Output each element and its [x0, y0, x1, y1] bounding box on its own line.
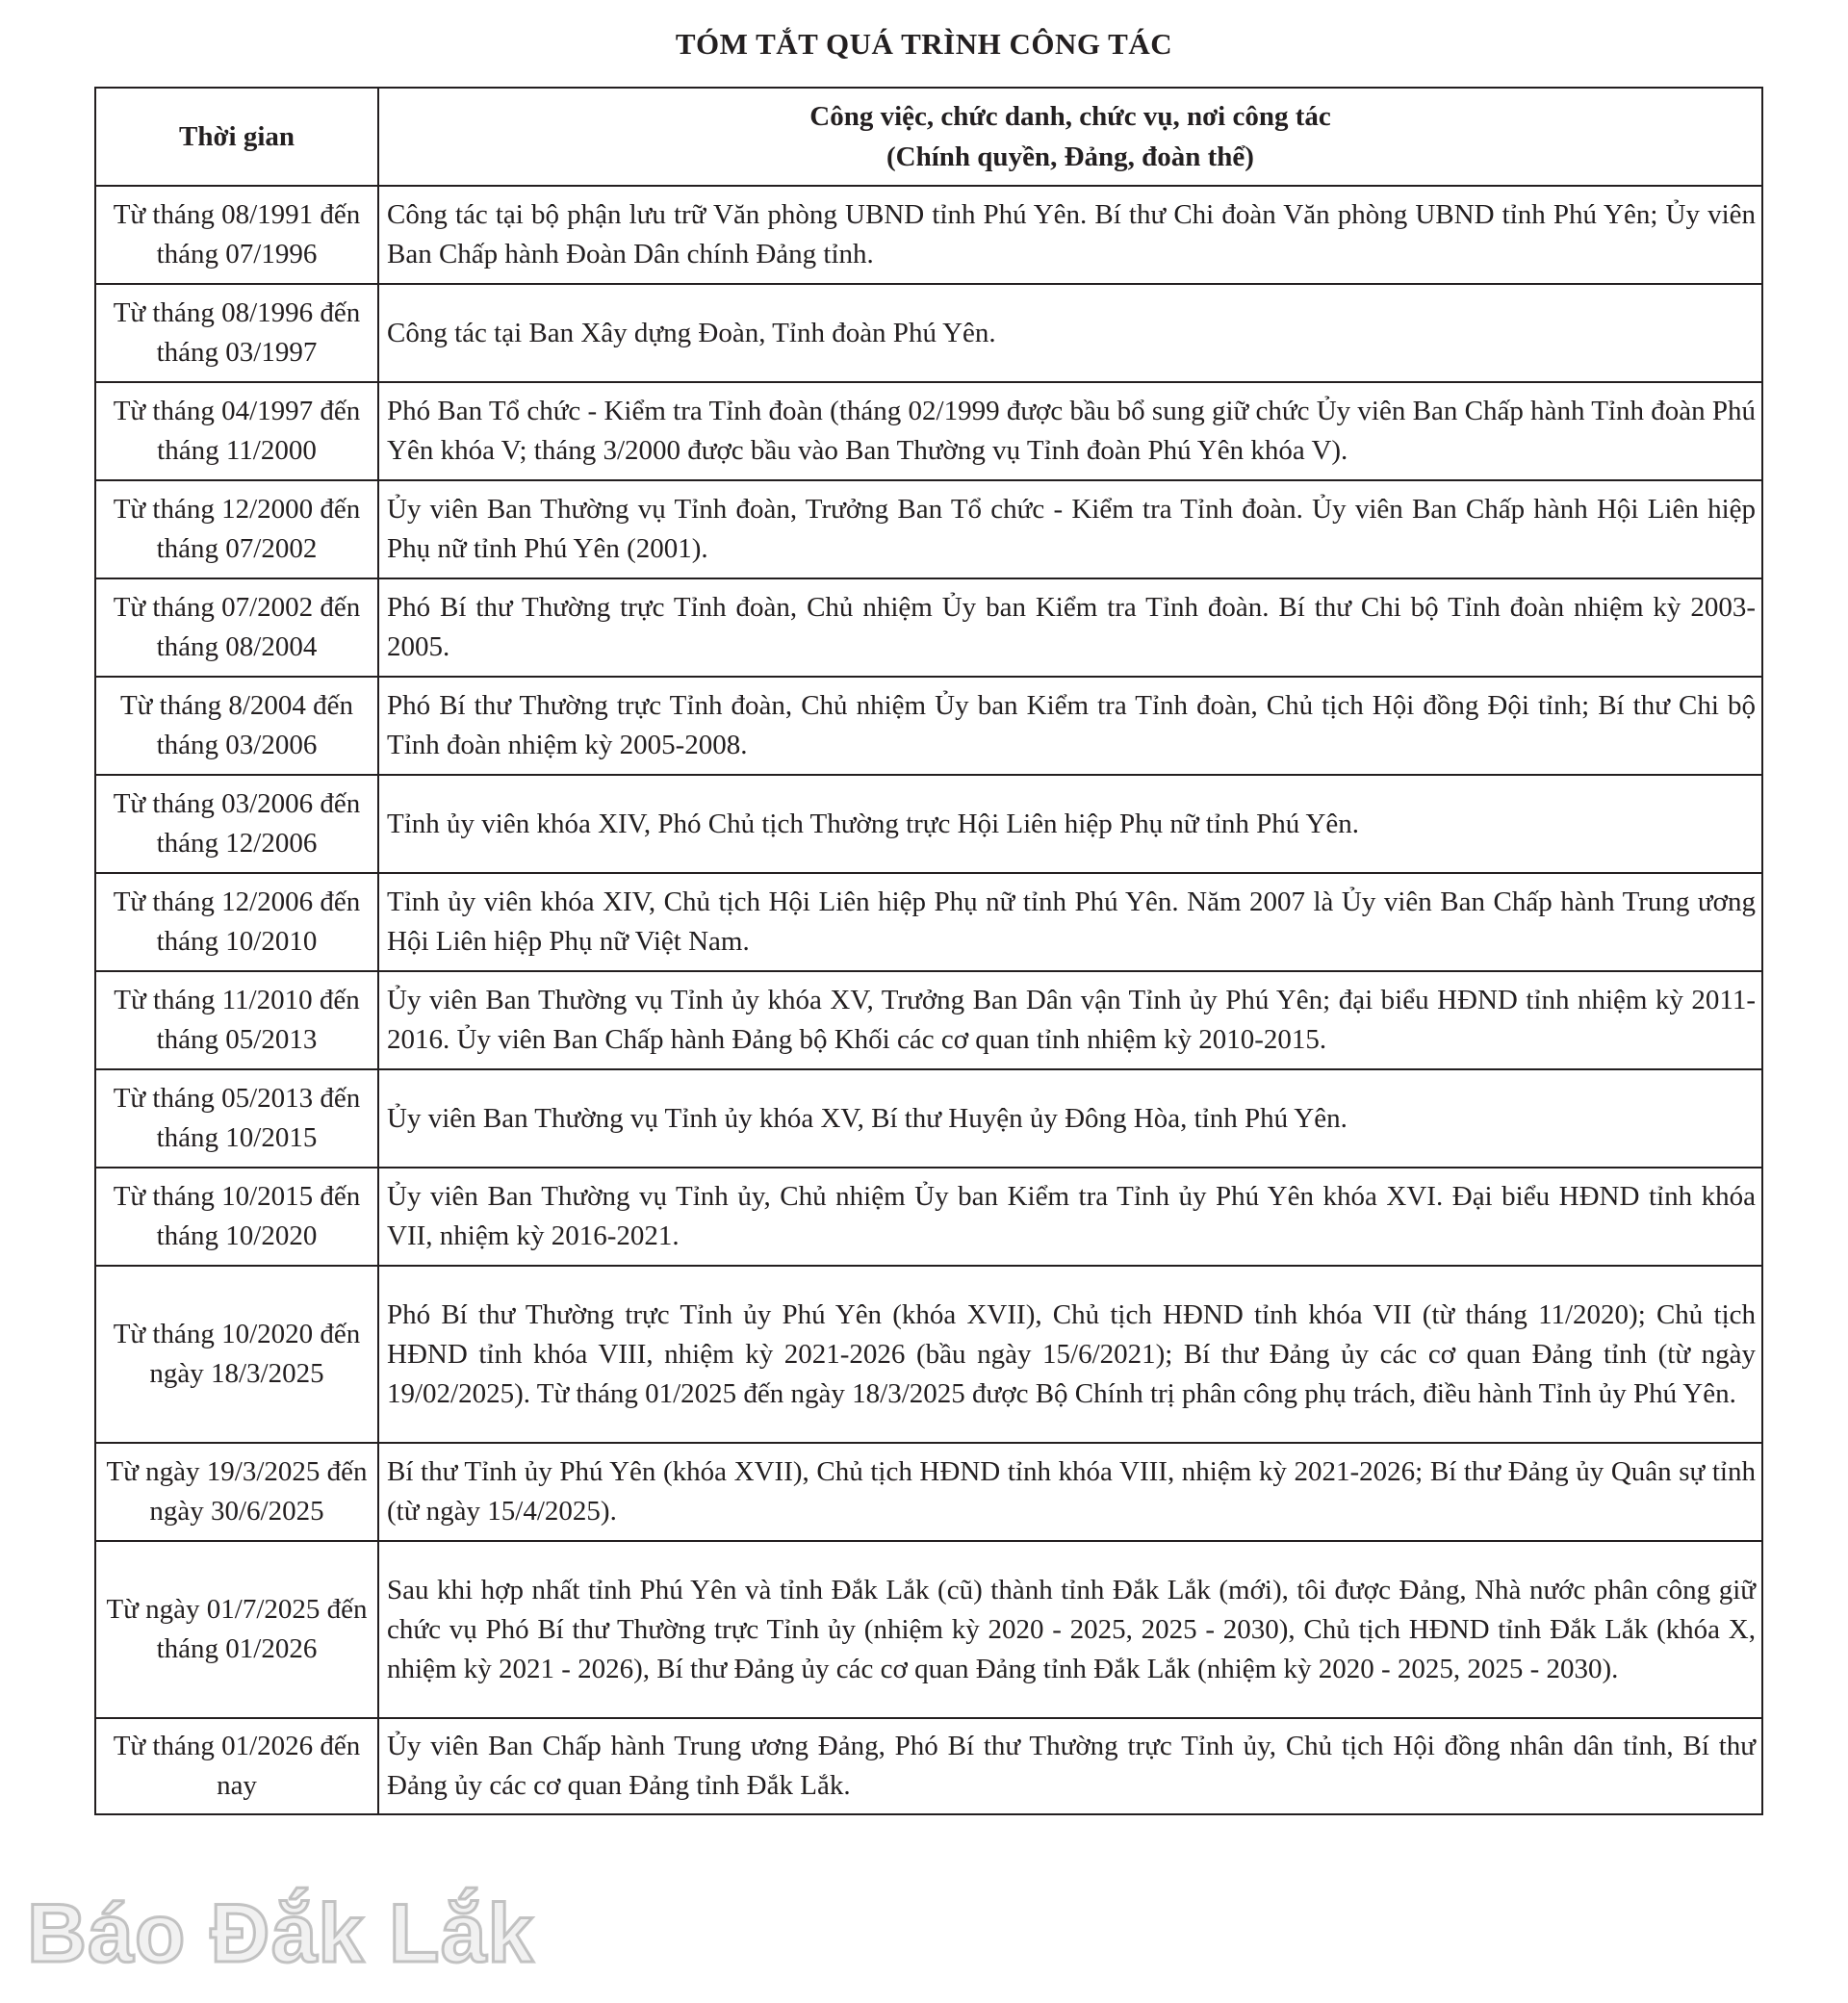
table-row — [95, 480, 1762, 578]
description-cell: Bí thư Tỉnh ủy Phú Yên (khóa XVII), Chủ tịch HĐND tỉnh khóa VIII, nhiệm kỳ 2021-2026; Bí thư Đảng ủy Quân sự tỉnh (từ ngày 15/4/2025). — [378, 1443, 1762, 1541]
table-row — [95, 775, 1762, 873]
time-cell: Từ tháng 12/2006 đến tháng 10/2010 — [95, 873, 378, 971]
table-row — [95, 1443, 1762, 1541]
header-description-line1: Công việc, chức danh, chức vụ, nơi công tác — [809, 101, 1331, 132]
career-table — [94, 87, 1763, 1815]
description-cell: Phó Bí thư Thường trực Tỉnh đoàn, Chủ nhiệm Ủy ban Kiểm tra Tỉnh đoàn. Bí thư Chi bộ Tỉnh đoàn nhiệm kỳ 2003-2005. — [378, 578, 1762, 677]
header-description-line2: (Chính quyền, Đảng, đoàn thể) — [886, 141, 1254, 172]
time-cell: Từ tháng 01/2026 đến nay — [95, 1718, 378, 1814]
table-row — [95, 382, 1762, 480]
table-row — [95, 1718, 1762, 1814]
time-cell: Từ tháng 04/1997 đến tháng 11/2000 — [95, 382, 378, 480]
time-cell: Từ tháng 07/2002 đến tháng 08/2004 — [95, 578, 378, 677]
table-row — [95, 677, 1762, 775]
description-cell: Ủy viên Ban Thường vụ Tỉnh ủy khóa XV, Trưởng Ban Dân vận Tỉnh ủy Phú Yên; đại biểu HĐND tỉnh nhiệm kỳ 2011-2016. Ủy viên Ban Chấp hành Đảng bộ Khối các cơ quan tỉnh nhiệm kỳ 2010-2015. — [378, 971, 1762, 1069]
description-cell: Tỉnh ủy viên khóa XIV, Phó Chủ tịch Thường trực Hội Liên hiệp Phụ nữ tỉnh Phú Yên. — [378, 775, 1762, 873]
description-cell: Ủy viên Ban Chấp hành Trung ương Đảng, Phó Bí thư Thường trực Tỉnh ủy, Chủ tịch Hội đồng nhân dân tỉnh, Bí thư Đảng ủy các cơ quan Đảng tỉnh Đắk Lắk. — [378, 1718, 1762, 1814]
header-time: Thời gian — [95, 88, 378, 186]
newspaper-watermark: Báo Đắk Lắk — [27, 1887, 535, 1980]
table-row — [95, 1168, 1762, 1266]
time-cell: Từ tháng 10/2015 đến tháng 10/2020 — [95, 1168, 378, 1266]
table-body — [95, 186, 1762, 1814]
table-row — [95, 186, 1762, 284]
description-cell: Phó Bí thư Thường trực Tỉnh ủy Phú Yên (khóa XVII), Chủ tịch HĐND tỉnh khóa VII (từ tháng 11/2020); Chủ tịch HĐND tỉnh khóa VIII, nhiệm kỳ 2021-2026 (bầu ngày 15/6/2021); Bí thư Đảng ủy các cơ quan Đảng tỉnh (từ ngày 19/02/2025). Từ tháng 01/2025 đến ngày 18/3/2025 được Bộ Chính trị phân công phụ trách, điều hành Tỉnh ủy Phú Yên. — [378, 1266, 1762, 1443]
time-cell: Từ tháng 08/1991 đến tháng 07/1996 — [95, 186, 378, 284]
page-title: TÓM TẮT QUÁ TRÌNH CÔNG TÁC — [675, 27, 1173, 61]
table-row — [95, 971, 1762, 1069]
time-cell: Từ tháng 8/2004 đến tháng 03/2006 — [95, 677, 378, 775]
time-cell: Từ ngày 01/7/2025 đến tháng 01/2026 — [95, 1541, 378, 1718]
description-cell: Ủy viên Ban Thường vụ Tỉnh ủy, Chủ nhiệm Ủy ban Kiểm tra Tỉnh ủy Phú Yên khóa XVI. Đại biểu HĐND tỉnh khóa VII, nhiệm kỳ 2016-2021. — [378, 1168, 1762, 1266]
table-row — [95, 1541, 1762, 1718]
description-cell: Ủy viên Ban Thường vụ Tỉnh đoàn, Trưởng Ban Tổ chức - Kiểm tra Tỉnh đoàn. Ủy viên Ban Chấp hành Hội Liên hiệp Phụ nữ tỉnh Phú Yên (2001). — [378, 480, 1762, 578]
description-cell: Phó Bí thư Thường trực Tỉnh đoàn, Chủ nhiệm Ủy ban Kiểm tra Tỉnh đoàn, Chủ tịch Hội đồng Đội tỉnh; Bí thư Chi bộ Tỉnh đoàn nhiệm kỳ 2005-2008. — [378, 677, 1762, 775]
header-description — [378, 88, 1762, 186]
description-cell: Công tác tại Ban Xây dựng Đoàn, Tỉnh đoàn Phú Yên. — [378, 284, 1762, 382]
table-row — [95, 1069, 1762, 1168]
time-cell: Từ tháng 05/2013 đến tháng 10/2015 — [95, 1069, 378, 1168]
time-cell: Từ tháng 08/1996 đến tháng 03/1997 — [95, 284, 378, 382]
table-row — [95, 1266, 1762, 1443]
description-cell: Tỉnh ủy viên khóa XIV, Chủ tịch Hội Liên hiệp Phụ nữ tỉnh Phú Yên. Năm 2007 là Ủy viên Ban Chấp hành Trung ương Hội Liên hiệp Phụ nữ Việt Nam. — [378, 873, 1762, 971]
description-cell: Công tác tại bộ phận lưu trữ Văn phòng UBND tỉnh Phú Yên. Bí thư Chi đoàn Văn phòng UBND tỉnh Phú Yên; Ủy viên Ban Chấp hành Đoàn Dân chính Đảng tỉnh. — [378, 186, 1762, 284]
table-row — [95, 873, 1762, 971]
description-cell: Phó Ban Tổ chức - Kiểm tra Tỉnh đoàn (tháng 02/1999 được bầu bổ sung giữ chức Ủy viên Ban Chấp hành Tỉnh đoàn Phú Yên khóa V; tháng 3/2000 được bầu vào Ban Thường vụ Tỉnh đoàn Phú Yên khóa V). — [378, 382, 1762, 480]
time-cell: Từ tháng 10/2020 đến ngày 18/3/2025 — [95, 1266, 378, 1443]
description-cell: Sau khi hợp nhất tỉnh Phú Yên và tỉnh Đắk Lắk (cũ) thành tỉnh Đắk Lắk (mới), tôi được Đảng, Nhà nước phân công giữ chức vụ Phó Bí thư Thường trực Tỉnh ủy (nhiệm kỳ 2020 - 2025, 2025 - 2030), Chủ tịch HĐND tỉnh Đắk Lắk (khóa X, nhiệm kỳ 2021 - 2026), Bí thư Đảng ủy các cơ quan Đảng tỉnh Đắk Lắk (nhiệm kỳ 2020 - 2025, 2025 - 2030). — [378, 1541, 1762, 1718]
time-cell: Từ tháng 11/2010 đến tháng 05/2013 — [95, 971, 378, 1069]
table-header — [95, 88, 1762, 186]
table-row — [95, 578, 1762, 677]
table-row — [95, 284, 1762, 382]
time-cell: Từ ngày 19/3/2025 đến ngày 30/6/2025 — [95, 1443, 378, 1541]
description-cell: Ủy viên Ban Thường vụ Tỉnh ủy khóa XV, Bí thư Huyện ủy Đông Hòa, tỉnh Phú Yên. — [378, 1069, 1762, 1168]
time-cell: Từ tháng 03/2006 đến tháng 12/2006 — [95, 775, 378, 873]
header-row — [95, 88, 1762, 186]
time-cell: Từ tháng 12/2000 đến tháng 07/2002 — [95, 480, 378, 578]
